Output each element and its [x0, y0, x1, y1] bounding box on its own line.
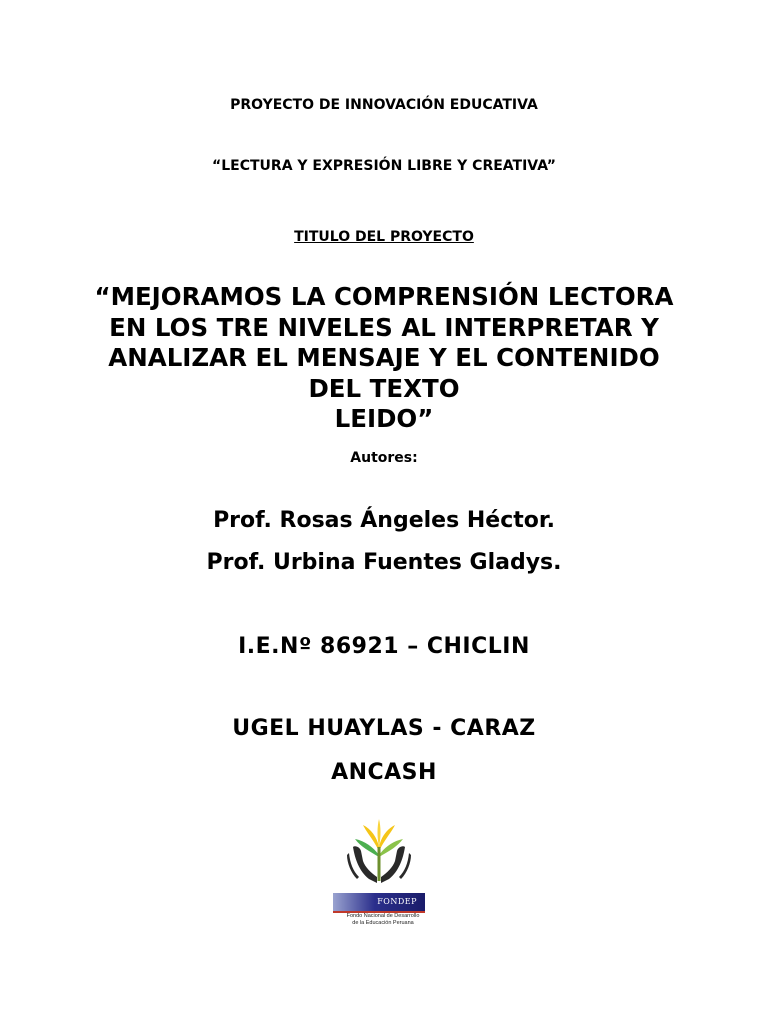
logo-caption-line: de la Educación Peruana	[352, 919, 414, 926]
project-name-heading: “LECTURA Y EXPRESIÓN LIBRE Y CREATIVA”	[212, 158, 556, 174]
region-name: ANCASH	[331, 760, 437, 785]
school-name: I.E.Nº 86921 – CHICLIN	[238, 634, 530, 659]
title-label: TITULO DEL PROYECTO	[294, 229, 474, 245]
project-title-line: ANALIZAR EL MENSAJE Y EL CONTENIDO	[108, 343, 660, 372]
author-name: Prof. Urbina Fuentes Gladys.	[206, 550, 562, 575]
hands-plant-icon	[333, 817, 425, 893]
project-type-heading: PROYECTO DE INNOVACIÓN EDUCATIVA	[230, 97, 538, 113]
logo-caption-line: Fondo Nacional de Desarrollo	[346, 913, 420, 919]
project-title	[0, 282, 768, 435]
project-title-line: LEIDO”	[334, 404, 434, 433]
author-name: Prof. Rosas Ángeles Héctor.	[213, 508, 555, 533]
fondep-logo	[313, 797, 446, 950]
project-title-line: DEL TEXTO	[308, 373, 460, 403]
fondep-emblem	[333, 817, 425, 923]
authors-label: Autores:	[350, 450, 418, 466]
project-title-line: EN LOS TRE NIVELES AL INTERPRETAR Y	[109, 312, 659, 342]
ugel-name: UGEL HUAYLAS - CARAZ	[232, 716, 536, 741]
logo-wordmark: FONDEP	[377, 897, 417, 906]
project-title-line: “MEJORAMOS LA COMPRENSIÓN LECTORA	[94, 282, 674, 311]
logo-caption	[335, 913, 431, 926]
